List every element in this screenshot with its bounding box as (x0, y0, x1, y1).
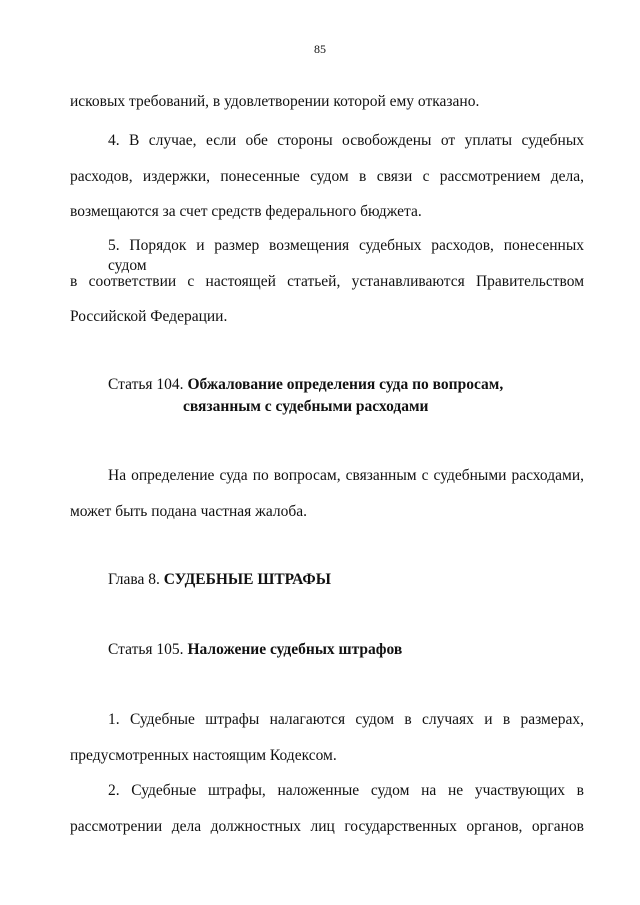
chapter-8-title: СУДЕБНЫЕ ШТРАФЫ (163, 571, 331, 588)
paragraph-5-line-2: в соответствии с настоящей статьей, устанавливаются Правительством (70, 273, 584, 290)
article-105-p1-line-1: 1. Судебные штрафы налагаются судом в случаях и в размерах, (108, 711, 584, 728)
page-number: 85 (314, 42, 326, 56)
article-105-p1-line-2: предусмотренных настоящим Кодексом. (70, 747, 337, 764)
article-104-heading (108, 375, 584, 395)
article-104-number: Статья 104. (108, 376, 188, 393)
article-104-text-line-2: может быть подана частная жалоба. (70, 503, 307, 520)
article-105-p2-line-1: 2. Судебные штрафы, наложенные судом на не участвующих в (108, 782, 584, 799)
paragraph-5-line-1: 5. Порядок и размер возмещения судебных расходов, понесенных судом (108, 237, 584, 274)
article-104-title-line-2: связанным с судебными расходами (183, 398, 429, 415)
paragraph-line: исковых требований, в удовлетворении которой ему отказано. (70, 93, 480, 110)
chapter-8-heading (108, 570, 584, 590)
article-105-p2-line-2: рассмотрении дела должностных лиц государственных органов, органов (70, 818, 584, 835)
paragraph-4-line-2: расходов, издержки, понесенные судом в связи с рассмотрением дела, (70, 168, 584, 185)
paragraph-4-line-3: возмещаются за счет средств федерального бюджета. (70, 203, 422, 220)
article-105-number: Статья 105. (108, 641, 188, 658)
article-105-heading (108, 640, 584, 660)
article-105-title: Наложение судебных штрафов (187, 641, 403, 658)
paragraph-5-line-3: Российской Федерации. (70, 308, 228, 325)
article-104-text-line-1: На определение суда по вопросам, связанным с судебными расходами, (108, 467, 584, 484)
paragraph-4-line-1: 4. В случае, если обе стороны освобождены от уплаты судебных (108, 132, 584, 149)
chapter-8-number: Глава 8. (108, 571, 164, 588)
article-104-title-line-1: Обжалование определения суда по вопросам, (187, 376, 504, 393)
